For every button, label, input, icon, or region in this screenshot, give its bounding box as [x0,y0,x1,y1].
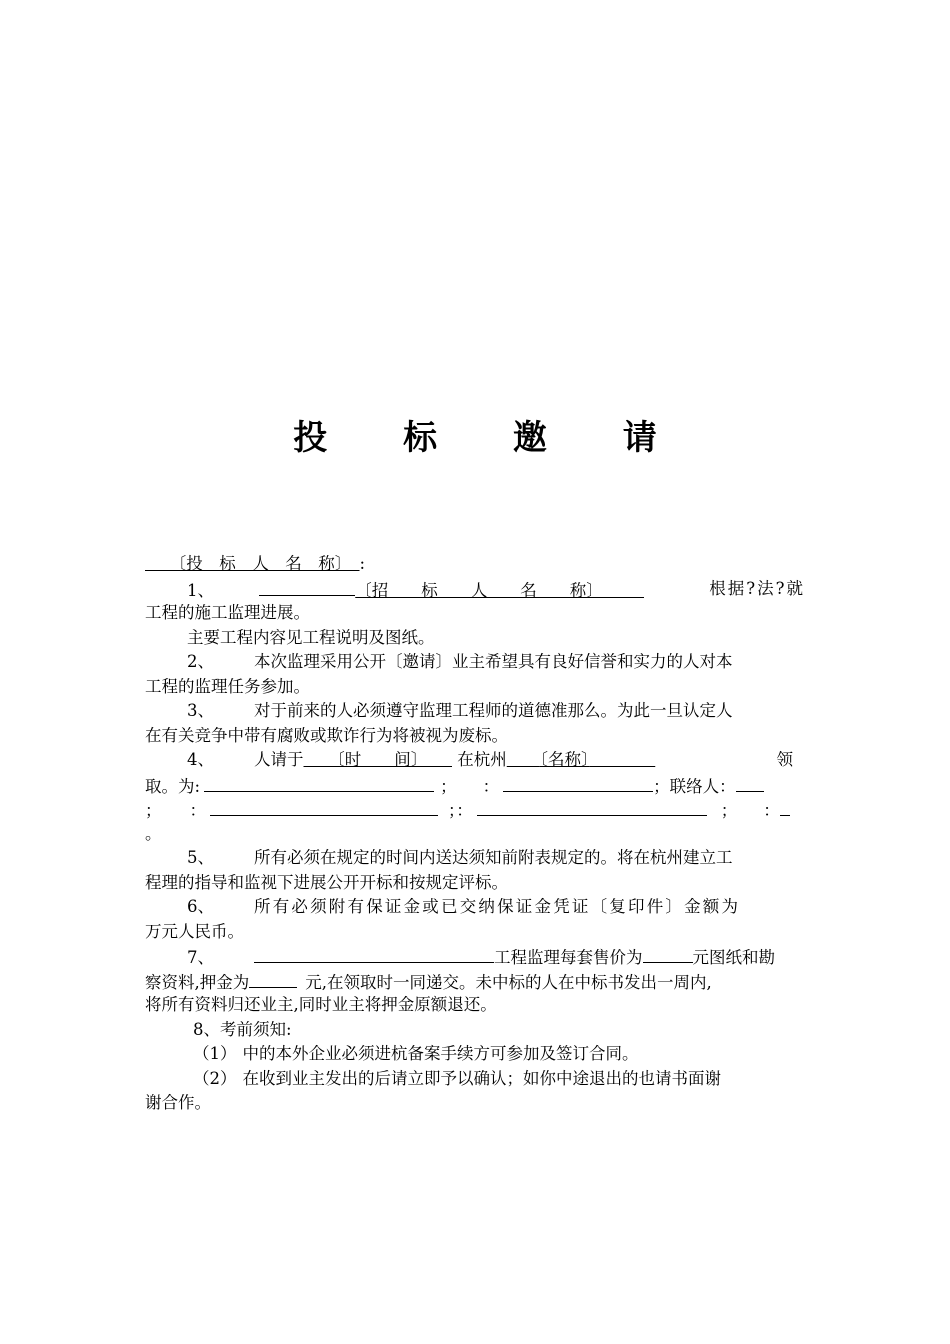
item-4-line-2 [145,773,805,798]
item-7-line-3: 将所有资料归还业主,同时业主将押金原额退还。 [145,995,497,1014]
semicolon: ； [440,776,457,796]
item-4-line-2-text: 取。为: [145,776,201,796]
semicolon: ； [720,801,738,820]
note-2-text: 在收到业主发出的后请立即予以确认；如你中途退出的也请书面谢 [242,1068,721,1088]
item-7-line-2 [145,969,805,994]
contact-blank [736,773,764,792]
item-3-text: 对于前来的人必须遵守监理工程师的道德准那么。为此一旦认定人 [254,701,733,720]
document-title: 投 标 邀 请 [293,418,689,458]
item-1-tail: 根据?法?就 [709,578,805,598]
item-3-line-2: 在有关竞争中带有腐败或欺诈行为将被视为废标。 [145,725,508,745]
item-5-line-1 [145,846,805,871]
item-1-number: 1、 [187,580,214,600]
item-4-text-b: 在杭州 [457,750,507,769]
item-4-blank-5 [780,797,790,816]
item-4-line-4: 。 [145,823,162,843]
item-6-line-2: 万元人民币。 [145,921,244,941]
note-1-number: （1） [193,1044,237,1063]
item-6-text: 所有必须附有保证金或已交纳保证金凭证〔复印件〕金额为 [254,897,741,916]
colon: ： [763,801,780,820]
item-1-underline-blank [259,577,355,596]
note-2-number: （2） [193,1068,237,1088]
note-2-line-1 [145,1067,805,1092]
item-4-text-a: 人请于 [254,750,304,769]
item-4-blank-3 [210,797,438,816]
item-1-line-2: 工程的施工监理进展。 [145,603,310,622]
note-1-line [145,1042,805,1067]
item-7-number: 7、 [187,948,214,967]
item-3-number: 3、 [187,701,214,720]
colon: ： [482,776,500,796]
salutation-colon: : [359,554,366,573]
note-1-text: 中的本外企业必须进杭备案手续方可参加及签订合同。 [242,1044,639,1063]
bidder-name-blank: 〔投 标 人 名 称〕 [178,554,343,573]
item-2-line-1 [145,650,805,675]
item-4-line-3 [145,797,805,822]
item-2-line-2: 工程的监理任务参加。 [145,676,310,696]
item-5-text: 所有必须在规定的时间内送达须知前附表规定的。将在杭州建立工 [254,848,733,867]
item-4-blank-4 [477,797,707,816]
salutation-line [145,552,805,577]
item-6-number: 6、 [187,897,214,916]
main-content-line: 主要工程内容见工程说明及图纸。 [187,627,435,647]
item-6-line-1 [145,895,805,920]
note-2-line-2: 谢合作。 [145,1093,211,1112]
deposit-blank [249,969,297,988]
item-4-line-1 [145,748,805,773]
item-4-text-c: 领 [776,750,793,769]
item-2-text: 本次监理采用公开〔邀请〕业主希望具有良好信誉和实力的人对本 [254,652,733,671]
item-7-text-a: 工程监理每套售价为 [494,948,643,967]
item-1-line-1 [145,577,805,602]
semicolon-colon: ；： [448,801,473,820]
item-5-number: 5、 [187,848,214,867]
contact-label: ；联络人： [653,776,736,796]
tenderer-name-blank: 〔招 标 人 名 称〕 [355,580,595,600]
item-4-blank-2 [503,773,653,792]
project-name-blank [254,944,494,963]
item-3-line-1 [145,699,805,724]
price-blank [643,944,693,963]
item-8-heading: 8、考前须知: [193,1019,292,1039]
item-7-text-b: 元图纸和勘 [692,948,775,967]
item-7-line-1 [145,944,805,969]
item-2-number: 2、 [187,652,214,671]
item-5-line-2: 程理的指导和监视下进展公开开标和按规定评标。 [145,872,508,892]
item-4-number: 4、 [187,750,214,769]
document-body [145,552,805,1116]
colon: ： [189,801,206,820]
item-7-line-2-text-b: 元,在领取时一同递交。未中标的人在中标书发出一周内, [305,972,712,992]
place-name-blank: 〔名称〕 [539,750,590,769]
time-blank: 〔时 间〕 [336,750,419,769]
item-4-blank-1 [204,773,434,792]
item-7-line-2-text-a: 察资料,押金为 [145,972,250,992]
semicolon: ； [145,801,162,820]
